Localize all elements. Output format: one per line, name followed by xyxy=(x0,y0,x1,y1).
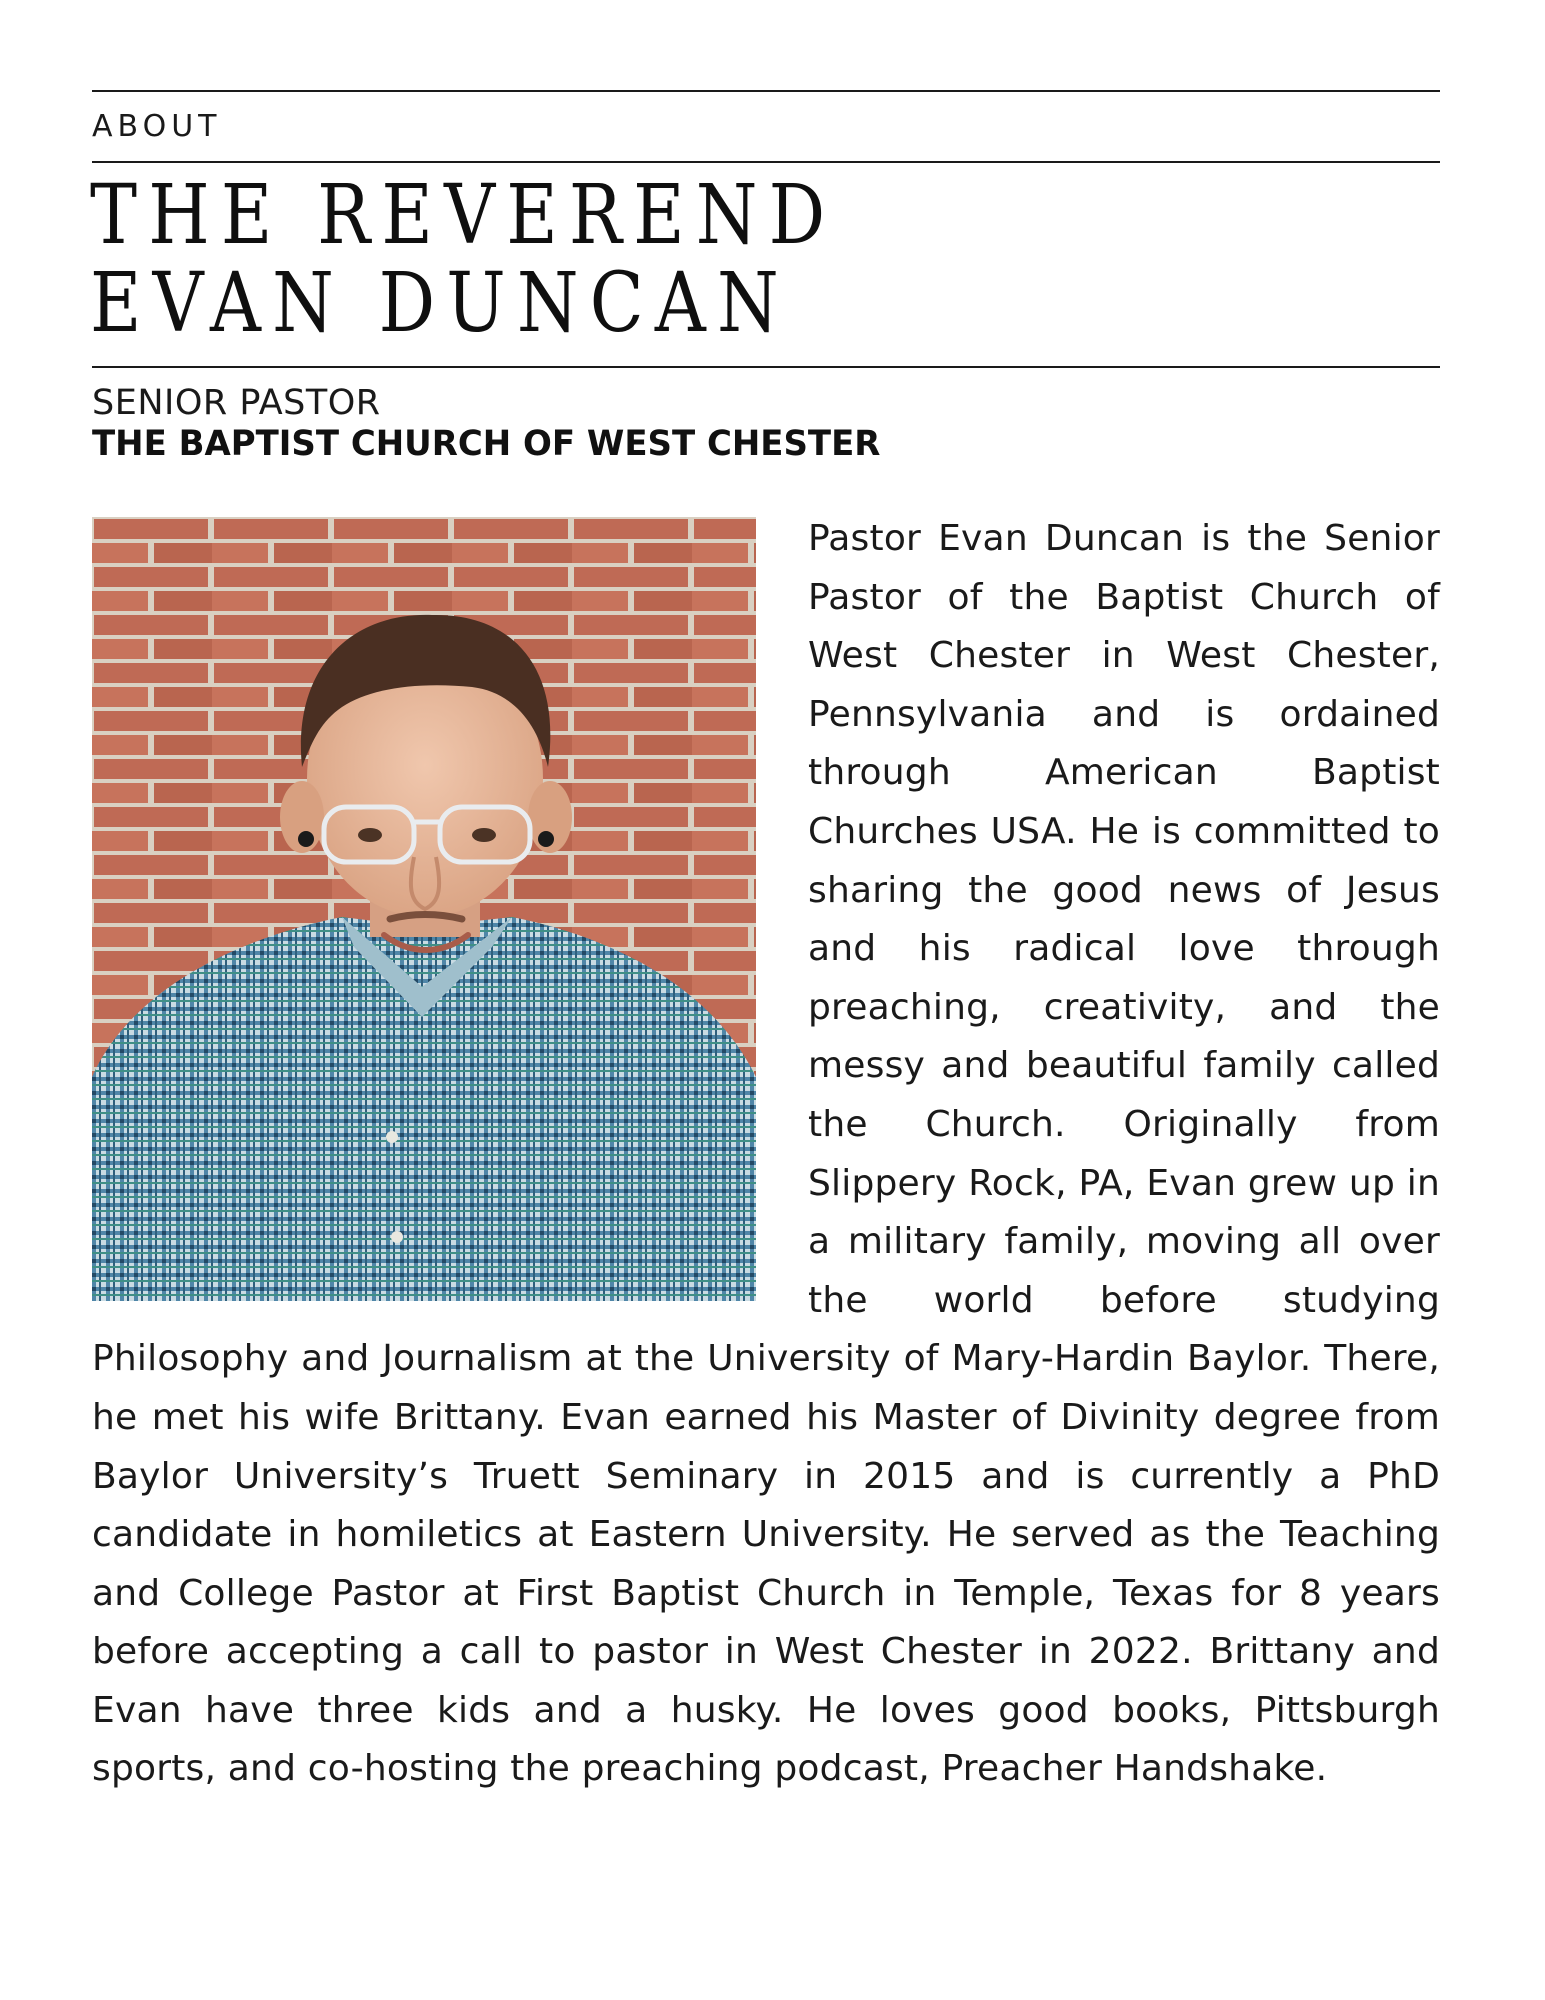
biography-paragraph: Pastor Evan Duncan is the Senior Pastor of the Baptist Church of West Chester in West Chester, Pennsylvania and is ordained through American Baptist Churches USA. He is committed to sharing the good news of Jesus and his radical love through preaching, creativity, and the messy and beautiful family called the Church. Originally from Slippery Rock, PA, Evan grew up in a military family, moving all over the world before studying Philosophy and Journalism at the University of Mary-Hardin Baylor. There, he met his wife Brittany. Evan earned his Master of Divinity degree from Baylor University’s Truett Seminary in 2015 and is currently a PhD candidate in homiletics at Eastern University. He served as the Teaching and College Pastor at First Baptist Church in Temple, Texas for 8 years before accepting a call to pastor in West Chester in 2022. Brittany and Evan have three kids and a husky. He loves good books, Pittsburgh sports, and co-hosting the preaching podcast, Preacher Handshake. xyxy=(92,518,1440,1790)
title-line-1: THE REVEREND xyxy=(90,168,837,263)
section-label: ABOUT xyxy=(92,109,222,144)
church-name: THE BAPTIST CHURCH OF WEST CHESTER xyxy=(92,424,881,464)
photo-spacer xyxy=(92,510,756,1330)
title-top-divider xyxy=(92,161,1440,163)
page-title xyxy=(90,168,958,351)
role-title: SENIOR PASTOR xyxy=(92,383,381,423)
biography-text xyxy=(92,510,1440,1799)
title-line-2: EVAN DUNCAN xyxy=(90,256,790,351)
top-divider xyxy=(92,90,1440,92)
title-bottom-divider xyxy=(92,366,1440,368)
